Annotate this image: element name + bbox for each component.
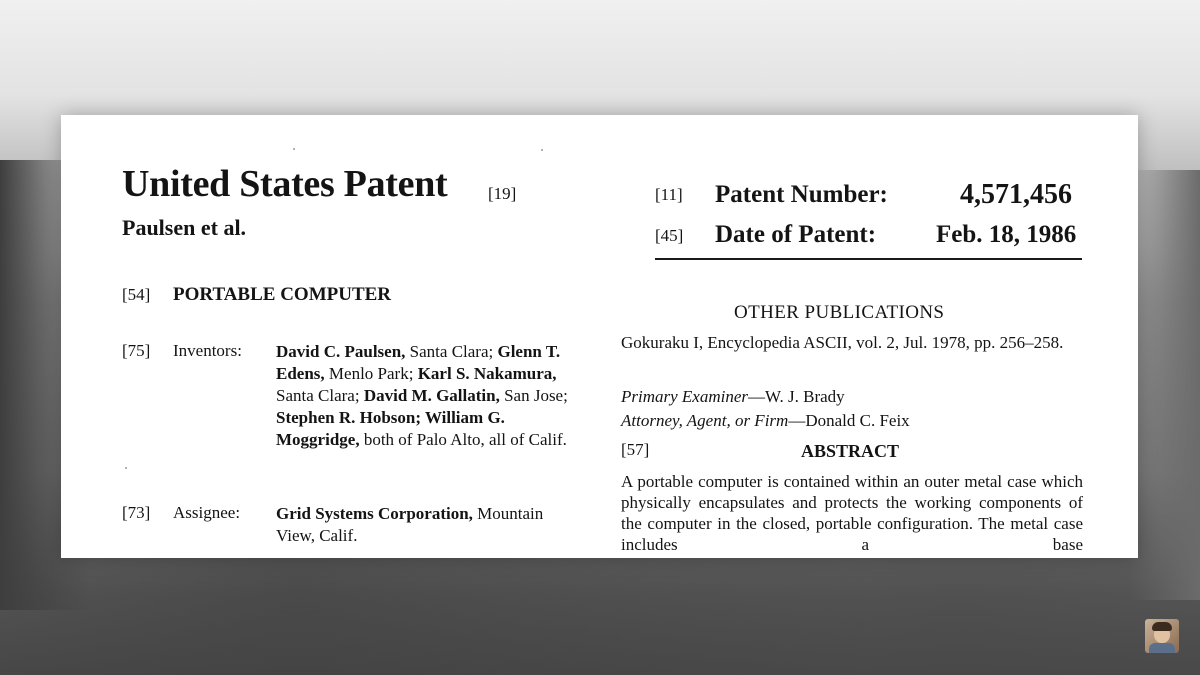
patent-authors: Paulsen et al. xyxy=(122,215,247,240)
other-publications-heading: OTHER PUBLICATIONS xyxy=(734,302,945,323)
patent-document xyxy=(61,115,1138,558)
examiner-value: —W. J. Brady xyxy=(748,387,845,406)
publication-citation: Gokuraku I, Encyclopedia ASCII, vol. 2, Jul. 1978, pp. 256–258. xyxy=(621,333,1064,352)
invention-title: PORTABLE COMPUTER xyxy=(173,284,392,305)
inventor-place: Santa Clara; xyxy=(405,342,498,361)
attorney-label: Attorney, Agent, or Firm xyxy=(621,411,789,430)
inventor-place: both of Palo Alto, all of Calif. xyxy=(359,430,567,449)
field-54-code: [54] xyxy=(122,285,151,304)
patent-title: United States Patent xyxy=(122,163,448,205)
inventor-place: Santa Clara; xyxy=(276,386,364,405)
paper-speck xyxy=(125,467,127,469)
field-73-code: [73] xyxy=(122,503,151,522)
patent-number-code: [11] xyxy=(655,185,683,204)
assignee-name: Grid Systems Corporation, xyxy=(276,504,473,523)
inventor-place: San Jose; xyxy=(499,386,568,405)
patent-date-value: Feb. 18, 1986 xyxy=(936,221,1077,248)
paper-speck xyxy=(541,149,543,151)
inventor-name: Glenn T. Edens, xyxy=(276,342,561,383)
inventors-label: Inventors: xyxy=(173,341,242,360)
patent-date-label: Date of Patent: xyxy=(715,221,877,248)
inventor-name: Karl S. Nakamura, xyxy=(417,364,557,383)
inventors-list xyxy=(276,341,586,451)
background-right-shadow xyxy=(1130,170,1200,600)
patent-date-code: [45] xyxy=(655,226,684,245)
primary-examiner xyxy=(621,387,845,407)
patent-number-label: Patent Number: xyxy=(715,181,888,208)
examiner-label: Primary Examiner xyxy=(621,387,749,406)
inventor-name: Stephen R. Hobson; William G. Moggridge, xyxy=(276,408,505,449)
avatar-shirt xyxy=(1149,643,1175,653)
field-57-code: [57] xyxy=(621,440,650,459)
attorney-value: —Donald C. Feix xyxy=(788,411,910,430)
attorney xyxy=(621,411,910,431)
inventor-name: David C. Paulsen, xyxy=(276,342,406,361)
assignee-value xyxy=(276,503,586,547)
avatar-hair xyxy=(1152,622,1172,631)
abstract-text: A portable computer is contained within an outer metal case which physically encapsulates and protects the working components of the computer in the closed, portable configuration. The metal case includes a base xyxy=(621,472,1083,554)
abstract-heading: ABSTRACT xyxy=(801,441,900,461)
channel-avatar[interactable] xyxy=(1145,619,1179,653)
patent-number-value: 4,571,456 xyxy=(960,179,1072,210)
title-code: [19] xyxy=(488,184,517,203)
assignee-place: Mountain View, Calif. xyxy=(276,504,544,545)
inventor-place: Menlo Park; xyxy=(324,364,418,383)
header-rule xyxy=(655,258,1082,260)
paper-speck xyxy=(293,148,295,150)
field-75-code: [75] xyxy=(122,341,151,360)
inventor-name: David M. Gallatin, xyxy=(363,386,500,405)
assignee-label: Assignee: xyxy=(173,503,241,522)
